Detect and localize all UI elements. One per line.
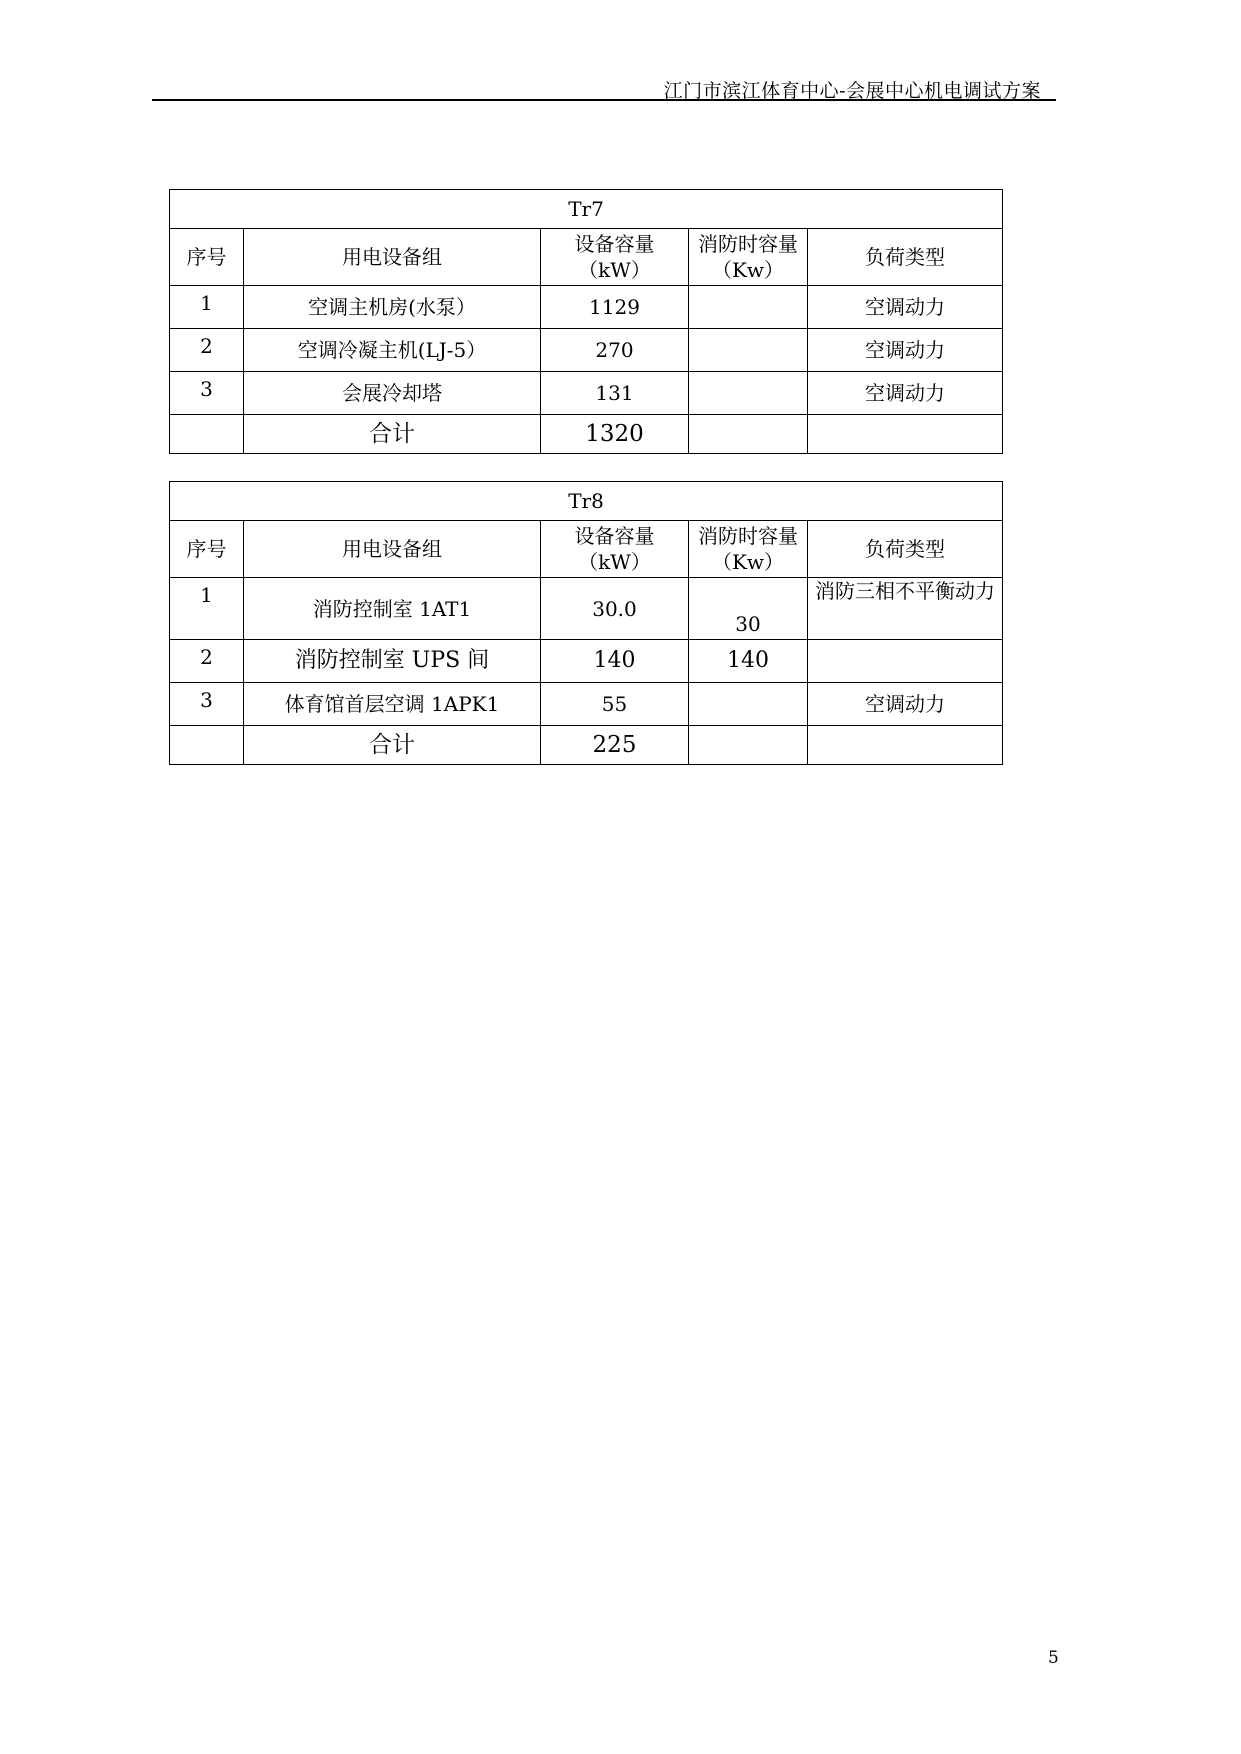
cell-group: 消防控制室 1AT1 [244,578,541,640]
column-header-load-type: 负荷类型 [808,521,1003,578]
cell-load-type: 空调动力 [808,683,1003,726]
cell-seq: 1 [170,286,244,329]
cell-fire-capacity [689,683,808,726]
table-header-row [170,229,1003,286]
cell-seq-empty [170,415,244,454]
cell-load-type [808,640,1003,683]
cell-seq: 2 [170,329,244,372]
cell-load-type: 空调动力 [808,372,1003,415]
cell-fire-capacity [689,329,808,372]
cell-fire-capacity [689,372,808,415]
table-row [170,578,1003,640]
column-header-fire-capacity: 消防时容量（Kw） [689,229,808,286]
cell-capacity: 30.0 [541,578,689,640]
table-title-row [170,190,1003,229]
table-total-row [170,726,1003,765]
cell-seq: 2 [170,640,244,683]
cell-capacity: 270 [541,329,689,372]
total-label: 合计 [244,415,541,454]
cell-seq-empty [170,726,244,765]
column-header-seq: 序号 [170,229,244,286]
page-number: 5 [1048,1648,1059,1668]
cell-seq: 3 [170,372,244,415]
table-row [170,683,1003,726]
table-total-row [170,415,1003,454]
header-divider [152,99,1056,101]
table-row [170,372,1003,415]
total-label: 合计 [244,726,541,765]
cell-group: 会展冷却塔 [244,372,541,415]
total-capacity: 225 [541,726,689,765]
total-fire-capacity [689,415,808,454]
column-header-load-type: 负荷类型 [808,229,1003,286]
cell-load-type: 空调动力 [808,329,1003,372]
table-title: Tr7 [170,190,1003,229]
total-fire-capacity [689,726,808,765]
column-header-capacity: 设备容量（kW） [541,229,689,286]
column-header-seq: 序号 [170,521,244,578]
cell-seq: 3 [170,683,244,726]
table-row [170,329,1003,372]
table-row [170,640,1003,683]
cell-capacity: 1129 [541,286,689,329]
cell-group: 体育馆首层空调 1APK1 [244,683,541,726]
column-header-group: 用电设备组 [244,229,541,286]
table-title: Tr8 [170,482,1003,521]
total-load-type [808,415,1003,454]
table-title-row [170,482,1003,521]
cell-fire-capacity: 140 [689,640,808,683]
cell-capacity: 140 [541,640,689,683]
table-header-row [170,521,1003,578]
cell-group: 空调主机房(水泵） [244,286,541,329]
cell-group: 消防控制室 UPS 间 [244,640,541,683]
total-load-type [808,726,1003,765]
cell-fire-capacity: 30 [689,578,808,640]
page-header-title: 江门市滨江体育中心-会展中心机电调试方案 [663,80,1041,102]
tr7-load-table [169,189,1003,454]
column-header-capacity: 设备容量（kW） [541,521,689,578]
cell-capacity: 55 [541,683,689,726]
tr8-load-table [169,481,1003,765]
cell-seq: 1 [170,578,244,640]
column-header-group: 用电设备组 [244,521,541,578]
cell-load-type: 消防三相不平衡动力 [808,578,1003,640]
cell-load-type: 空调动力 [808,286,1003,329]
cell-capacity: 131 [541,372,689,415]
table-row [170,286,1003,329]
cell-fire-capacity [689,286,808,329]
column-header-fire-capacity: 消防时容量（Kw） [689,521,808,578]
cell-group: 空调冷凝主机(LJ-5） [244,329,541,372]
total-capacity: 1320 [541,415,689,454]
